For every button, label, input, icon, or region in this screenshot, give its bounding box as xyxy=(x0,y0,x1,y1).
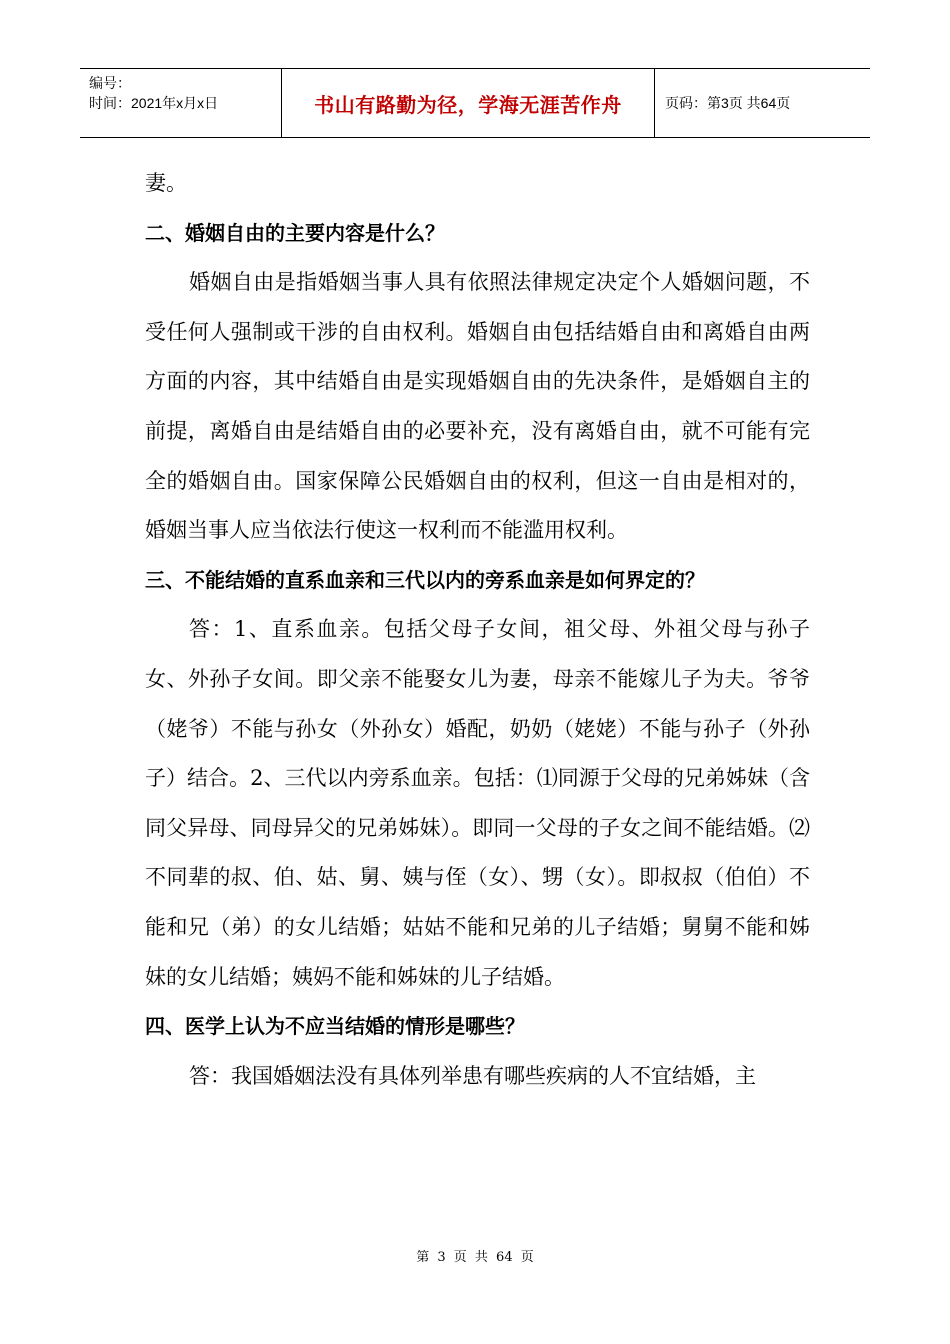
page-header xyxy=(80,68,870,138)
paragraph-marriage-freedom: 婚姻自由是指婚姻当事人具有依照法律规定决定个人婚姻问题，不受任何人强制或干涉的自由权利。婚姻自由包括结婚自由和离婚自由两方面的内容，其中结婚自由是实现婚姻自由的先决条件，是婚姻自主的前提，离婚自由是结婚自由的必要补充，没有离婚自由，就不可能有完全的婚姻自由。国家保障公民婚姻自由的权利，但这一自由是相对的，婚姻当事人应当依法行使这一权利而不能滥用权利。 xyxy=(145,270,810,543)
paragraph-blood-relatives: 答：1、直系血亲。包括父母子女间，祖父母、外祖父母与孙子女、外孙子女间。即父亲不能娶女儿为妻，母亲不能嫁儿子为夫。爷爷（姥爷）不能与孙女（外孙女）婚配，奶奶（姥姥）不能与孙子（外孙子）结合。2、三代以内旁系血亲。包括：⑴同源于父母的兄弟姊妹（含同父异母、同母异父的兄弟姊妹）。即同一父母的子女之间不能结婚。⑵不同辈的叔、伯、姑、舅、姨与侄（女）、甥（女）。即叔叔（伯伯）不能和兄（弟）的女儿结婚；姑姑不能和兄弟的儿子结婚；舅舅不能和姊妹的女儿结婚；姨妈不能和姊妹的儿子结婚。 xyxy=(145,617,810,989)
header-page-info-cell xyxy=(655,69,870,137)
header-page-info: 页码：第3页 共64页 xyxy=(665,95,791,111)
header-motto-cell xyxy=(281,69,655,137)
section-heading-4: 四、医学上认为不应当结婚的情形是哪些？ xyxy=(145,1014,525,1039)
document-number-label: 编号： xyxy=(89,75,131,91)
document-date: 时间：2021年x月x日 xyxy=(89,95,219,111)
section-heading-2: 二、婚姻自由的主要内容是什么？ xyxy=(145,220,445,245)
section-heading-3: 三、不能结婚的直系血亲和三代以内的旁系血亲是如何界定的？ xyxy=(145,567,705,592)
page-footer: 第 3 页 共 64 页 xyxy=(416,1250,534,1265)
paragraph-continuation: 妻。 xyxy=(145,171,187,195)
header-meta xyxy=(80,69,281,137)
paragraph-medical-conditions: 答：我国婚姻法没有具体列举患有哪些疾病的人不宜结婚，主 xyxy=(189,1063,756,1088)
header-motto: 书山有路勤为径，学海无涯苦作舟 xyxy=(314,92,622,117)
document-body xyxy=(145,159,810,1101)
